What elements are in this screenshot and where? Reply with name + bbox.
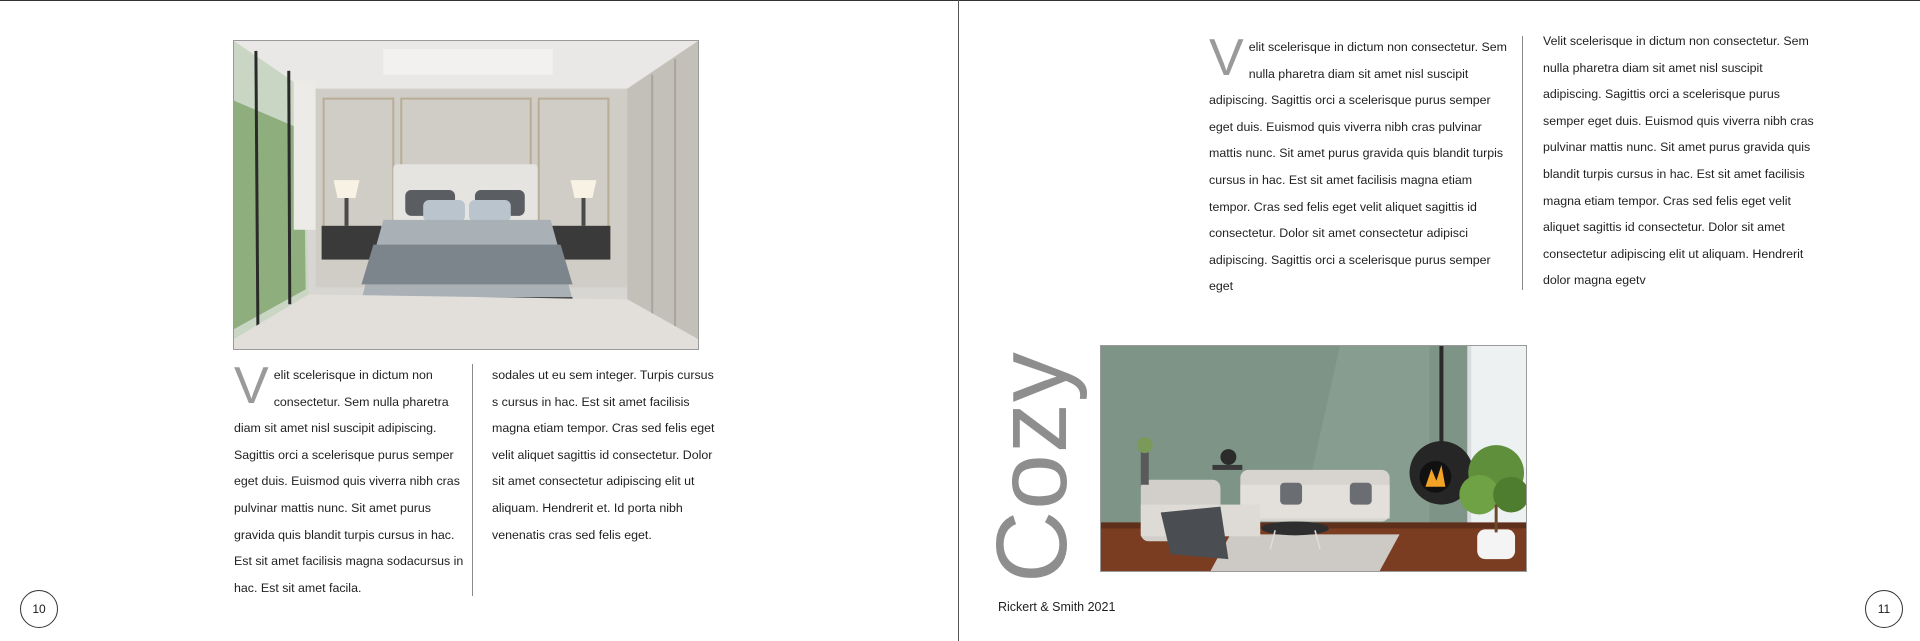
top-rule [0,0,1920,1]
living-room-photo [1100,345,1527,572]
left-page-column-1 [234,357,466,601]
living-room-illustration [1101,346,1526,571]
right-page-column-2 [1543,28,1819,294]
drop-cap: V [234,357,269,415]
left-page-column-2 [492,362,720,548]
page-spine [958,0,959,641]
page-number-left: 10 [20,590,58,628]
page-number-right: 11 [1865,590,1903,628]
footer-credit: Rickert & Smith 2021 [998,600,1116,614]
bedroom-photo [233,40,699,350]
body-text: elit scelerisque in dictum non consectetur. Sem nulla pharetra diam sit amet nisl suscipit adipiscing. Sagittis orci a scelerisque purus semper eget duis. Euismod quis viverra nibh cras pulvinar mattis nunc. Sit amet purus gravida quis blandit turpis cursus in hac. Est sit amet facilisis magna etiam tempor. Cras sed felis eget velit aliquet sagittis id consectetur. Dolor sit amet consectetur adipisci adipiscing. Sagittis orci a scelerisque purus semper eget [1209,40,1507,294]
bedroom-illustration [234,41,698,349]
body-text: Velit scelerisque in dictum non consectetur. Sem nulla pharetra diam sit amet nisl suscipit adipiscing. Sagittis orci a scelerisque purus semper eget duis. Euismod quis viverra nibh cras pulvinar mattis nunc. Sit amet purus gravida quis blandit turpis cursus in hac. Est sit amet facilisis magna etiam tempor. Cras sed felis eget velit aliquet sagittis id consectetur. Dolor sit amet consectetur adipiscing elit ut aliquam. Hendrerit dolor magna egetv [1543,34,1814,288]
body-text: sodales ut eu sem integer. Turpis cursus s cursus in hac. Est sit amet facilisis magna etiam tempor. Cras sed felis eget velit aliquet sagittis id consectetur. Dolor sit amet consectetur adipiscing elit ut aliquam. Hendrerit et. Id porta nibh venenatis cras sed felis eget. [492,368,715,542]
right-page-column-1 [1209,29,1511,300]
drop-cap: V [1209,29,1244,87]
column-divider [472,364,473,596]
body-text: elit scelerisque in dictum non consectetur. Sem nulla pharetra diam sit amet nisl suscipit adipiscing. Sagittis orci a scelerisque purus semper eget duis. Euismod quis viverra nibh cras pulvinar mattis nunc. Sit amet purus gravida quis blandit turpis cursus in hac. Est sit amet facilisis magna sodacursus in hac. Est sit amet facila. [234,368,464,595]
column-divider [1522,36,1523,290]
cozy-headline: Cozy [976,351,1088,583]
